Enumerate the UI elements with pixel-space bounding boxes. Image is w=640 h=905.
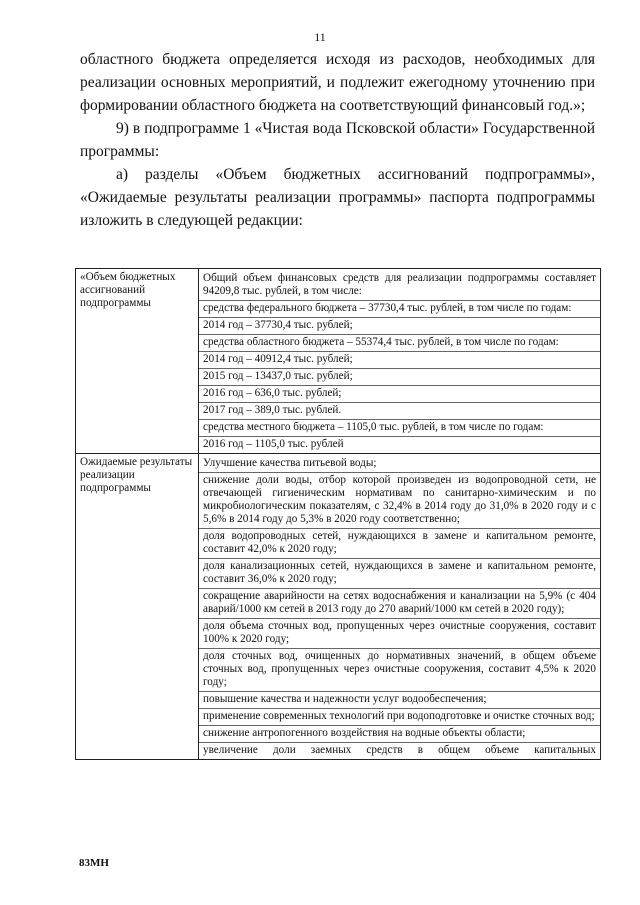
passport-table <box>75 268 601 760</box>
budget-item: средства федерального бюджета – 37730,4 тыс. рублей, в том числе по годам: <box>199 301 600 318</box>
body-text <box>80 48 595 232</box>
table-row <box>76 269 601 454</box>
row-content-results <box>199 454 601 760</box>
table-row <box>76 454 601 760</box>
budget-item: 2014 год – 40912,4 тыс. рублей; <box>199 352 600 369</box>
row-content-budget <box>199 269 601 454</box>
row-label-budget: «Объем бюджетных ассигнований подпрограммы <box>76 269 199 454</box>
document-code: 83МН <box>79 857 109 869</box>
result-item: доля канализационных сетей, нуждающихся в замене и капитальном ремонте, составит 36,0% к 2020 году; <box>199 559 600 589</box>
result-item: доля объема сточных вод, пропущенных через очистные сооружения, составит 100% к 2020 году; <box>199 619 600 649</box>
budget-item: 2016 год – 636,0 тыс. рублей; <box>199 386 600 403</box>
result-item: сокращение аварийности на сетях водоснабжения и канализации на 5,9% (с 404 аварий/1000 км сетей в 2013 году до 270 аварий/1000 км сетей в 2020 году); <box>199 589 600 619</box>
page-number: 11 <box>314 30 326 44</box>
paragraph-item-9: 9) в подпрограмме 1 «Чистая вода Псковской области» Государственной программы: <box>80 120 595 160</box>
budget-item: средства областного бюджета – 55374,4 тыс. рублей, в том числе по годам: <box>199 335 600 352</box>
result-item: применение современных технологий при водоподготовке и очистке сточных вод; <box>199 709 600 726</box>
budget-item: средства местного бюджета – 1105,0 тыс. рублей, в том числе по годам: <box>199 420 600 437</box>
result-item: снижение антропогенного воздействия на водные объекты области; <box>199 726 600 743</box>
budget-item: 2015 год – 13437,0 тыс. рублей; <box>199 369 600 386</box>
result-item: доля водопроводных сетей, нуждающихся в замене и капитальном ремонте, составит 42,0% к 2020 году; <box>199 529 600 559</box>
budget-item: 2016 год – 1105,0 тыс. рублей <box>203 438 344 450</box>
budget-item: 2017 год – 389,0 тыс. рублей. <box>199 403 600 420</box>
result-item: снижение доли воды, отбор которой произведен из водопроводной сети, не отвечающей гигиеническим нормативам по санитарно-химическим и по микробиологическим показателям, с 32,4% в 2014 году до 31,0% в 2020 году и с 5,6% в 2014 году до 5,3% в 2020 году соответственно; <box>199 473 600 529</box>
paragraph-item-a: а) разделы «Объем бюджетных ассигнований подпрограммы», «Ожидаемые результаты реализации программы» паспорта подпрограммы изложить в следующей редакции: <box>80 166 595 229</box>
result-item-truncated: увеличение доли заемных средств в общем объеме капитальных <box>203 744 596 756</box>
result-item: Улучшение качества питьевой воды; <box>199 456 600 473</box>
result-item: доля сточных вод, очищенных до нормативных значений, в общем объеме сточных вод, пропущенных через очистные сооружения, составит 4,5% к 2020 году; <box>199 649 600 692</box>
row-label-results: Ожидаемые результаты реализации подпрограммы <box>76 454 199 760</box>
result-item: повышение качества и надежности услуг водообеспечения; <box>199 692 600 709</box>
paragraph-continuation: областного бюджета определяется исходя из расходов, необходимых для реализации основных мероприятий, и подлежит ежегодному уточнению при формировании областного бюджета на соответствующий финансовый год.»; <box>80 51 595 114</box>
budget-item: 2014 год – 37730,4 тыс. рублей; <box>199 318 600 335</box>
budget-item: Общий объем финансовых средств для реализации подпрограммы составляет 94209,8 тыс. рублей, в том числе: <box>199 271 600 301</box>
